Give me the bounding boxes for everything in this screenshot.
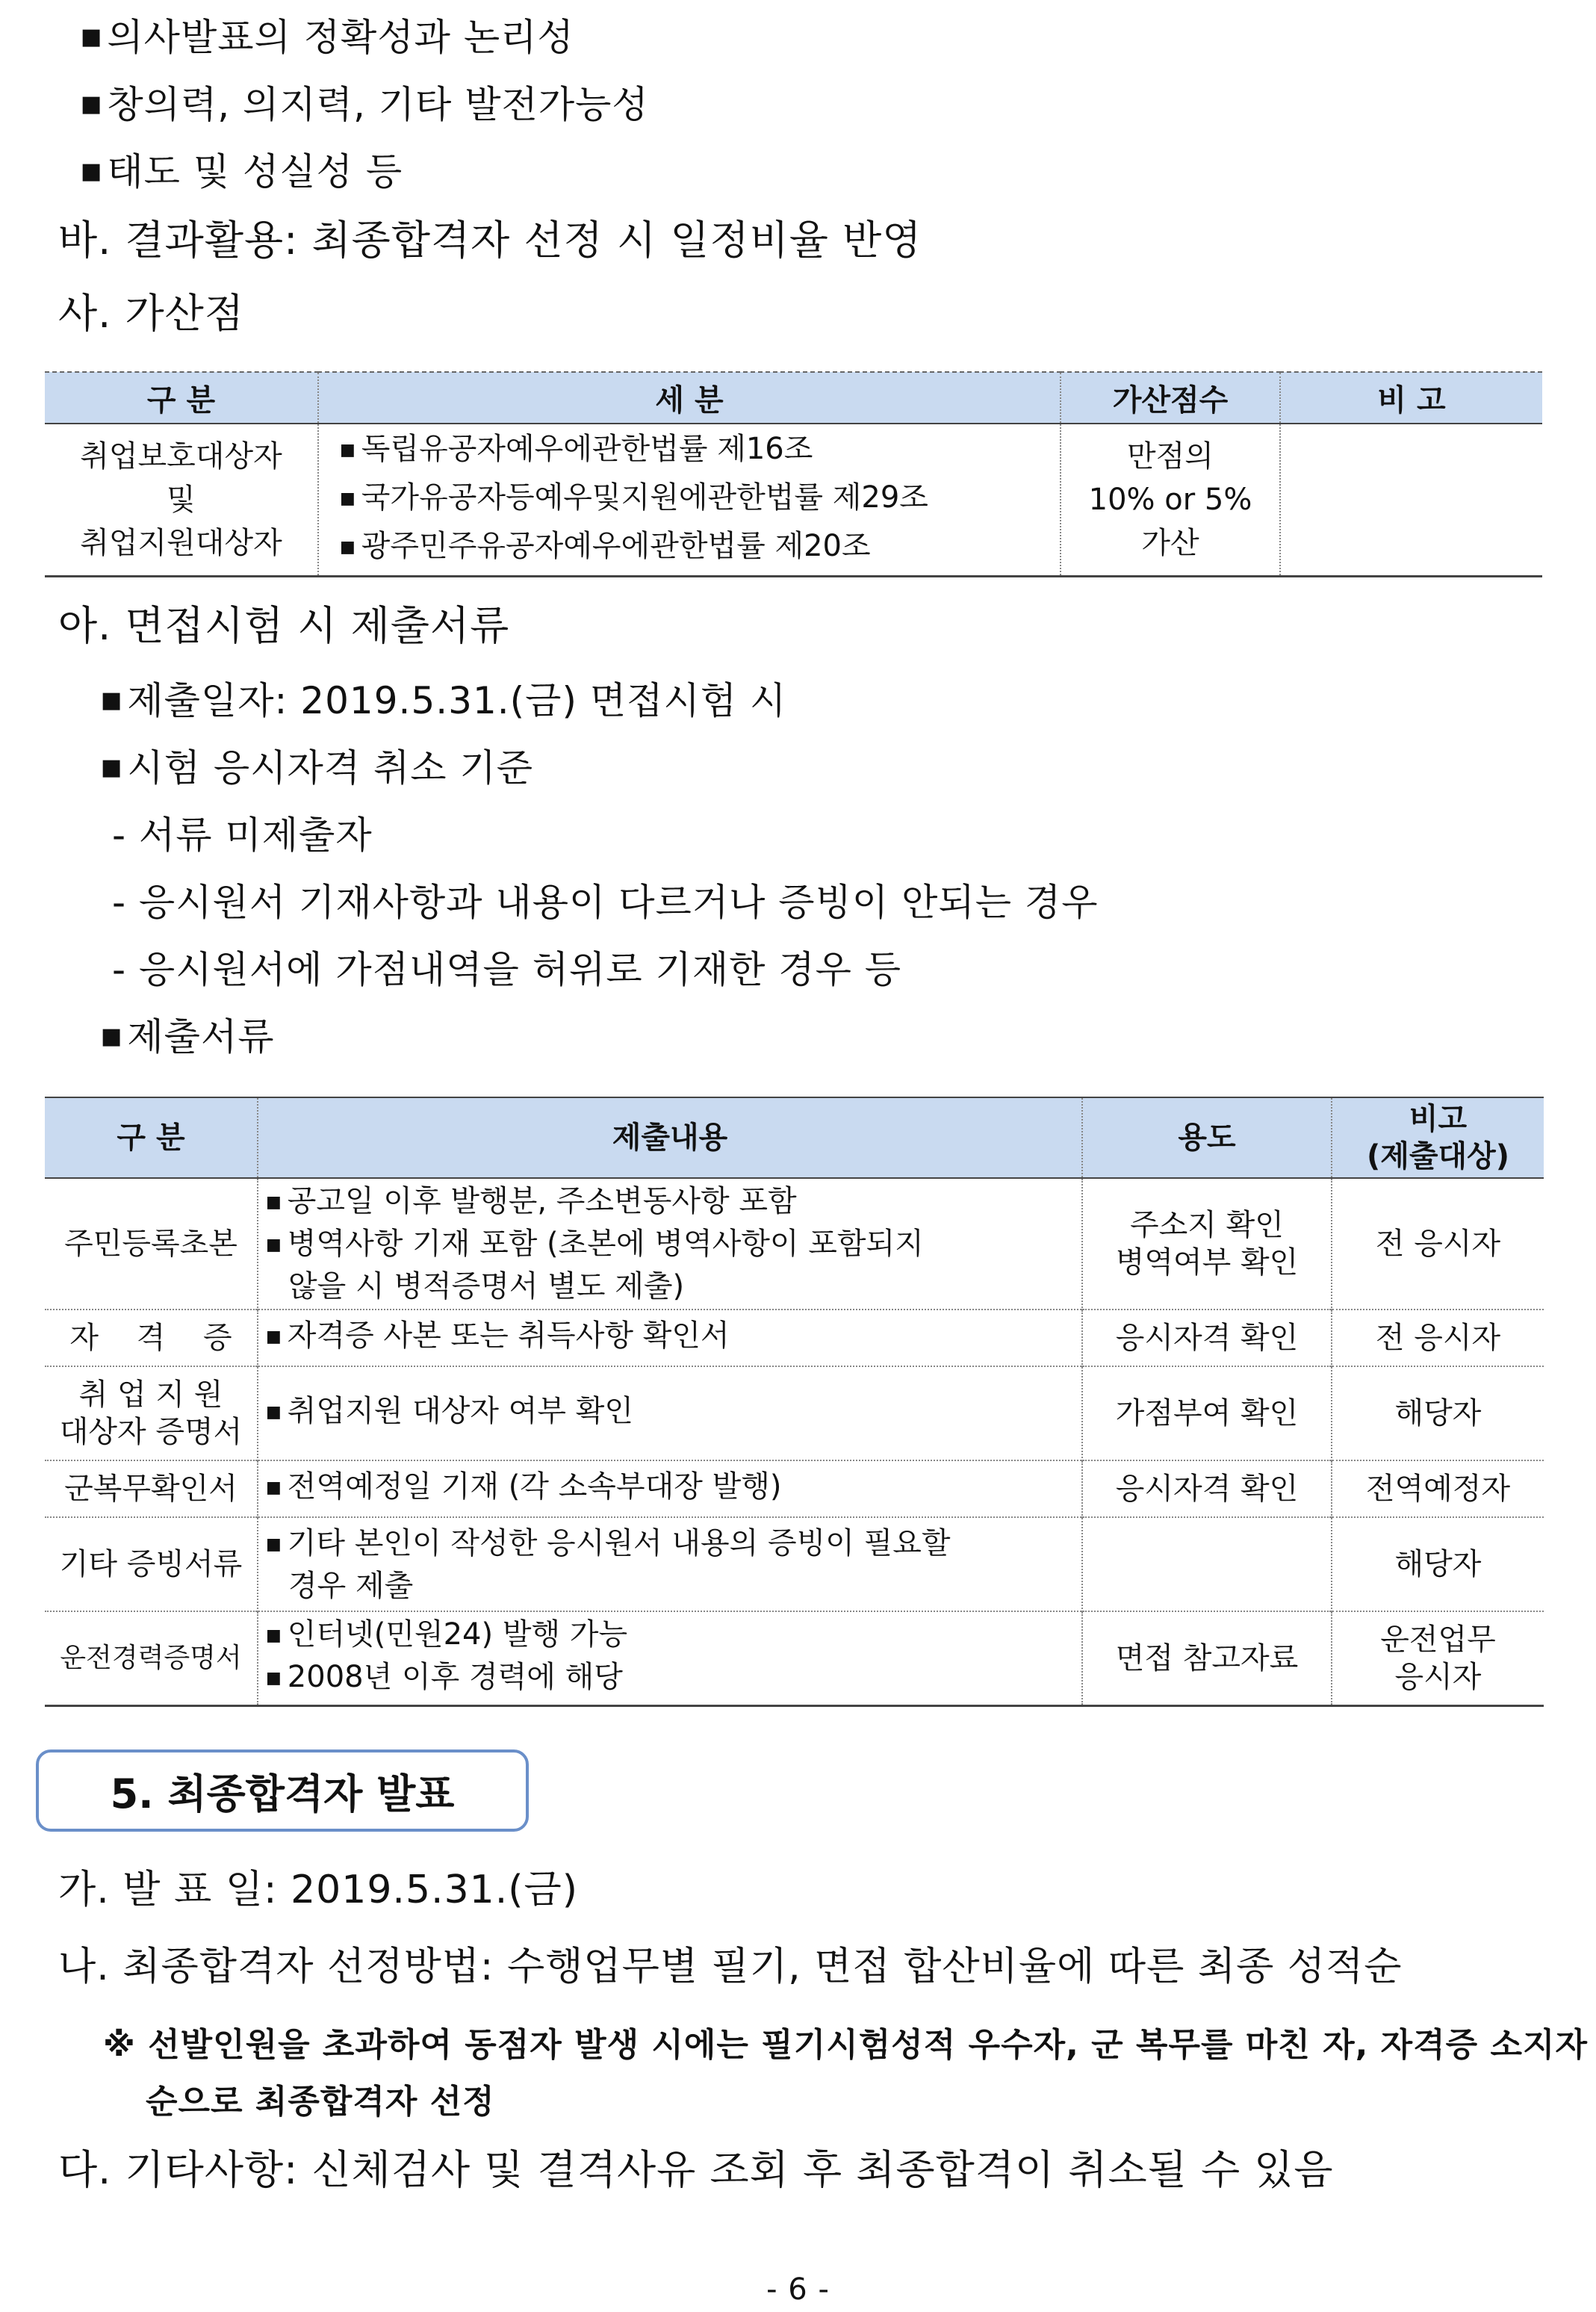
announce-date: 가. 발 표 일: 2019.5.31.(금) (58, 1868, 579, 1912)
header-category: 구 분 (45, 372, 318, 424)
table-row (45, 1310, 1544, 1366)
header-category: 구 분 (45, 1097, 258, 1178)
cancel-item: - 서류 미제출자 (112, 813, 373, 857)
square-bullet-icon: ■ (266, 1534, 282, 1554)
doc-use-cell: 응시자격 확인 (1082, 1310, 1332, 1366)
square-bullet-icon: ■ (266, 1478, 282, 1497)
doc-use-cell: 주소지 확인 병역여부 확인 (1082, 1178, 1332, 1310)
doc-name-cell: 기타 증빙서류 (45, 1517, 258, 1611)
doc-content-cell: ■ 전역예정일 기재 (각 소속부대장 발행) (258, 1460, 1082, 1517)
selection-method: 나. 최종합격자 선정방법: 수행업무별 필기, 면접 합산비율에 따른 최종 성적순 (58, 1944, 1403, 1989)
square-bullet-icon: ■ (266, 1625, 282, 1645)
doc-use-cell: 응시자격 확인 (1082, 1460, 1332, 1517)
remark-cell (1280, 424, 1542, 577)
doc-target-cell: 운전업무 응시자 (1332, 1611, 1544, 1705)
cancel-item: - 응시원서 기재사항과 내용이 다르거나 증빙이 안되는 경우 (112, 881, 1099, 924)
doc-target-cell: 전 응시자 (1332, 1310, 1544, 1366)
square-bullet-icon: ■ (81, 90, 103, 117)
criteria-item: ■ 의사발표의 정확성과 논리성 (81, 16, 574, 59)
doc-name-cell: 군복무확인서 (45, 1460, 258, 1517)
section-title: 5. 최종합격자 발표 (110, 1770, 455, 1817)
page-number: - 6 - (766, 2272, 830, 2307)
header-remark: 비 고 (1280, 372, 1542, 424)
doc-target-cell: 전 응시자 (1332, 1178, 1544, 1310)
square-bullet-icon: ■ (101, 754, 123, 781)
doc-content-cell: ■ 공고일 이후 발행분, 주소변동사항 포함 ■ 병역사항 기재 포함 (초본에 병역사항이 포함되지 않을 시 병적증명서 별도 제출) (258, 1178, 1082, 1310)
docs-title: ■ 제출서류 (101, 1015, 275, 1059)
section-interview-docs: 아. 면접시험 시 제출서류 (58, 602, 510, 649)
doc-content-cell: ■ 자격증 사본 또는 취득사항 확인서 (258, 1310, 1082, 1366)
header-score: 가산점수 (1061, 372, 1280, 424)
doc-name-cell: 운전경력증명서 (45, 1611, 258, 1705)
cancel-item: - 응시원서에 가점내역을 허위로 기재한 경우 등 (112, 948, 902, 991)
note-line: 순으로 최종합격자 선정 (146, 2083, 495, 2121)
square-bullet-icon: ■ (340, 440, 355, 459)
list-item: ■ 독립유공자예우에관한법률 제16조 (340, 431, 813, 466)
bonus-points-table (45, 371, 1542, 577)
list-item: ■ 광주민주유공자예우에관한법률 제20조 (340, 528, 871, 563)
documents-table (45, 1097, 1544, 1707)
doc-name-cell: 취 업 지 원 대상자 증명서 (45, 1366, 258, 1460)
doc-target-cell: 해당자 (1332, 1517, 1544, 1611)
other-notes: 다. 기타사항: 신체검사 및 결격사유 조회 후 최종합격이 취소될 수 있음 (58, 2146, 1334, 2193)
table-row (45, 1366, 1544, 1460)
square-bullet-icon: ■ (340, 537, 355, 557)
table-row (45, 1611, 1544, 1705)
square-bullet-icon: ■ (81, 23, 103, 50)
doc-content-cell: ■ 취업지원 대상자 여부 확인 (258, 1366, 1082, 1460)
details-cell (318, 424, 1061, 577)
doc-target-cell: 전역예정자 (1332, 1460, 1544, 1517)
section-bonus-points: 사. 가산점 (58, 290, 244, 337)
square-bullet-icon: ■ (340, 489, 355, 508)
square-bullet-icon: ■ (266, 1236, 282, 1254)
square-bullet-icon: ■ (266, 1402, 282, 1422)
square-bullet-icon: ■ (81, 158, 103, 185)
doc-content-cell: ■ 기타 본인이 작성한 응시원서 내용의 증빙이 필요할 경우 제출 (258, 1517, 1082, 1611)
doc-use-cell: 면접 참고자료 (1082, 1611, 1332, 1705)
table-row (45, 1178, 1544, 1310)
doc-content-cell: ■ 인터넷(민원24) 발행 가능 ■ 2008년 이후 경력에 해당 (258, 1611, 1082, 1705)
header-use: 용도 (1082, 1097, 1332, 1178)
doc-name-cell: 주민등록초본 (64, 1227, 237, 1261)
square-bullet-icon: ■ (266, 1668, 282, 1687)
square-bullet-icon: ■ (266, 1193, 282, 1212)
list-item: ■ 국가유공자등예우및지원에관한법률 제29조 (340, 480, 928, 515)
header-remark: 비고 (제출대상) (1332, 1097, 1544, 1178)
cancel-criteria-title: ■ 시험 응시자격 취소 기준 (101, 746, 534, 790)
header-details: 세 분 (318, 372, 1061, 424)
submit-date: ■ 제출일자: 2019.5.31.(금) 면접시험 시 (101, 679, 787, 722)
header-content: 제출내용 (258, 1097, 1082, 1178)
note-line: ※ 선발인원을 초과하여 동점자 발생 시에는 필기시험성적 우수자, 군 복무를 마친 자, 자격증 소지자 (103, 2026, 1588, 2064)
criteria-item: ■ 태도 및 성실성 등 (81, 150, 403, 193)
doc-use-cell (1082, 1517, 1332, 1611)
square-bullet-icon: ■ (266, 1327, 282, 1346)
criteria-item: ■ 창의력, 의지력, 기타 발전가능성 (81, 83, 649, 126)
square-bullet-icon: ■ (101, 1023, 123, 1050)
square-bullet-icon: ■ (101, 687, 123, 713)
section-result-usage: 바. 결과활용: 최종합격자 선정 시 일정비율 반영 (58, 217, 922, 264)
doc-name-cell: 자 격 증 (45, 1310, 258, 1366)
section-heading-box (36, 1750, 529, 1832)
table-row (45, 424, 1542, 577)
category-cell: 취업보호대상자 및 취업지원대상자 (80, 439, 282, 560)
table-row (45, 1517, 1544, 1611)
table-row (45, 1460, 1544, 1517)
doc-target-cell: 해당자 (1332, 1366, 1544, 1460)
score-cell: 만점의 10% or 5% 가산 (1061, 424, 1280, 577)
doc-use-cell: 가점부여 확인 (1082, 1366, 1332, 1460)
